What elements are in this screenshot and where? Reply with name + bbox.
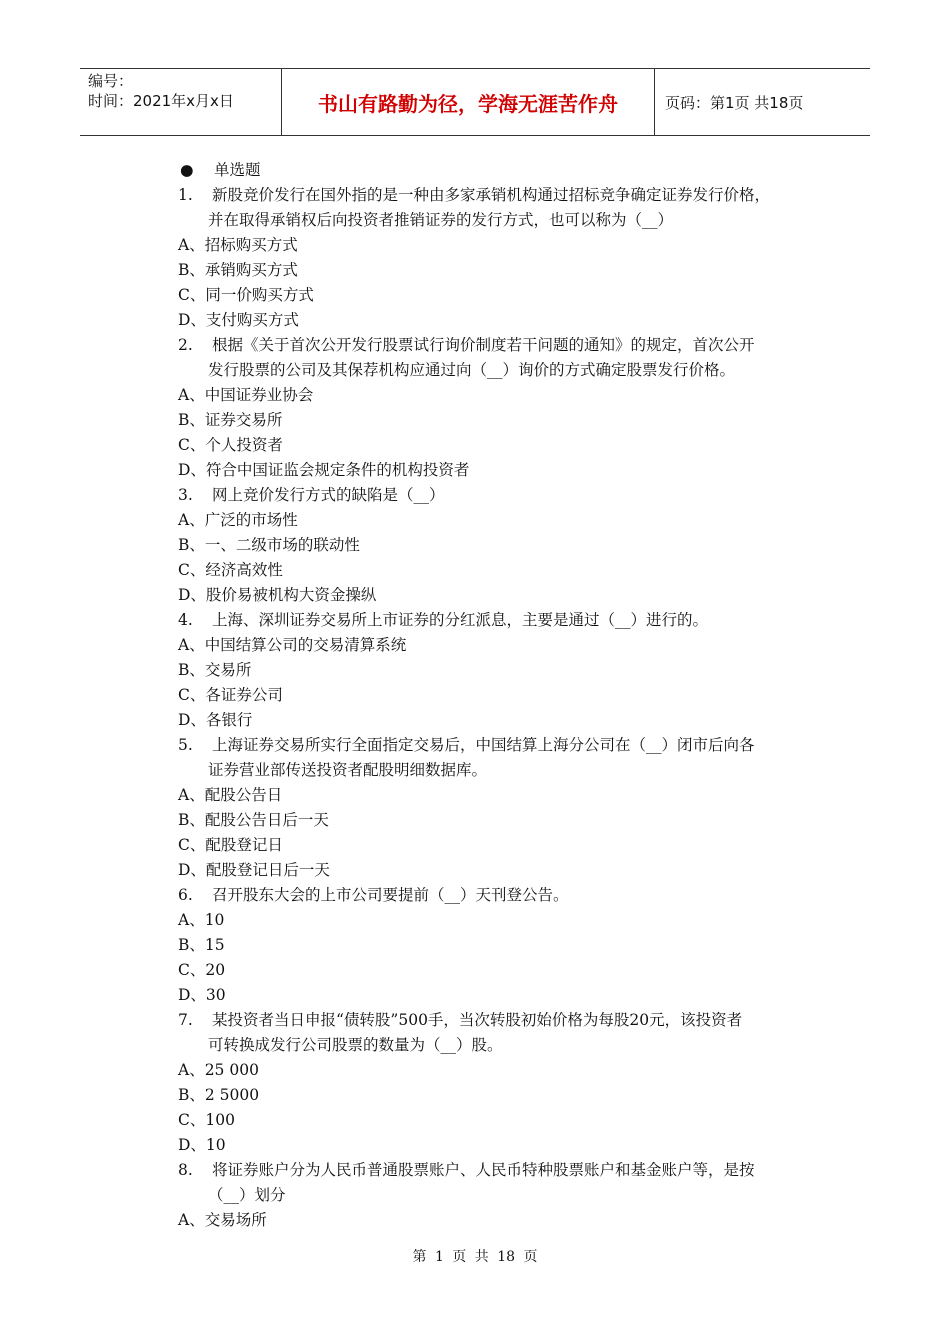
question-text: 网上竞价发行方式的缺陷是（__）	[212, 486, 445, 504]
answer-option: A、中国证券业协会	[178, 386, 314, 404]
answer-option: B、一、二级市场的联动性	[178, 536, 360, 554]
page-header	[80, 68, 870, 136]
question-list	[178, 158, 828, 1233]
question-stem-continued	[178, 1033, 828, 1058]
answer-option: B、承销购买方式	[178, 261, 298, 279]
question-number: 3.	[178, 486, 193, 504]
question-stem-continued	[178, 758, 828, 783]
question-number: 8.	[178, 1161, 193, 1179]
header-meta	[80, 69, 282, 135]
answer-option: A、10	[178, 911, 225, 929]
question-number: 1.	[178, 186, 193, 204]
question-number: 6.	[178, 886, 193, 904]
question-number: 4.	[178, 611, 193, 629]
answer-option: A、配股公告日	[178, 786, 283, 804]
question-stem-continued	[178, 1183, 828, 1208]
question-stem	[178, 608, 828, 633]
answer-option: A、25 000	[178, 1061, 259, 1079]
page-footer: 第 1 页 共 18 页	[412, 1249, 538, 1265]
answer-option: B、15	[178, 936, 225, 954]
question-number: 5.	[178, 736, 193, 754]
question-text: 将证券账户分为人民币普通股票账户、人民币特种股票账户和基金账户等，是按	[212, 1161, 755, 1179]
answer-option: A、广泛的市场性	[178, 511, 298, 529]
question-item	[178, 733, 828, 883]
answer-option: B、证券交易所	[178, 411, 283, 429]
serial-label: 编号：	[88, 72, 134, 90]
question-number: 7.	[178, 1011, 193, 1029]
question-item	[178, 483, 828, 608]
question-stem-continued	[178, 208, 828, 233]
question-text: 可转换成发行公司股票的数量为（__）股。	[208, 1036, 503, 1054]
time-label: 时间：2021年x月x日	[88, 92, 234, 110]
question-text: 上海证券交易所实行全面指定交易后，中国结算上海分公司在（__）闭市后向各	[212, 736, 755, 754]
answer-option: D、30	[178, 986, 226, 1004]
question-stem	[178, 483, 828, 508]
question-item	[178, 183, 828, 333]
question-text: 上海、深圳证券交易所上市证券的分红派息，主要是通过（__）进行的。	[212, 611, 709, 629]
answer-option: B、2 5000	[178, 1086, 260, 1104]
question-text: 并在取得承销权后向投资者推销证券的发行方式，也可以称为（__）	[208, 211, 674, 229]
answer-option: C、同一价购买方式	[178, 286, 314, 304]
question-stem	[178, 1158, 828, 1183]
answer-option: C、配股登记日	[178, 836, 283, 854]
question-text: 根据《关于首次公开发行股票试行询价制度若干问题的通知》的规定，首次公开	[212, 336, 755, 354]
question-item	[178, 883, 828, 1008]
question-stem	[178, 733, 828, 758]
question-stem	[178, 1008, 828, 1033]
question-item	[178, 333, 828, 483]
question-text: 新股竞价发行在国外指的是一种由多家承销机构通过招标竞争确定证券发行价格，	[212, 186, 771, 204]
answer-option: A、交易场所	[178, 1211, 267, 1229]
answer-option: C、经济高效性	[178, 561, 283, 579]
question-item	[178, 1008, 828, 1158]
question-stem	[178, 183, 828, 208]
section-title: 单选题	[214, 161, 261, 179]
question-text: 召开股东大会的上市公司要提前（__）天刊登公告。	[212, 886, 569, 904]
question-text: 某投资者当日申报“债转股”500手，当次转股初始价格为每股20元，该投资者	[212, 1011, 743, 1029]
bullet-icon: ●	[180, 161, 194, 179]
answer-option: C、20	[178, 961, 226, 979]
question-text: 证券营业部传送投资者配股明细数据库。	[208, 761, 488, 779]
answer-option: C、个人投资者	[178, 436, 283, 454]
question-text: 发行股票的公司及其保荐机构应通过向（__）询价的方式确定股票发行价格。	[208, 361, 736, 379]
header-page-info: 页码：第1页 共18页	[665, 93, 804, 112]
question-item	[178, 1158, 828, 1233]
answer-option: D、各银行	[178, 711, 253, 729]
section-heading	[178, 158, 828, 183]
question-text: （__）划分	[208, 1186, 286, 1204]
question-stem	[178, 333, 828, 358]
question-item	[178, 608, 828, 733]
answer-option: D、符合中国证监会规定条件的机构投资者	[178, 461, 470, 479]
answer-option: B、交易所	[178, 661, 252, 679]
question-number: 2.	[178, 336, 193, 354]
answer-option: D、股价易被机构大资金操纵	[178, 586, 377, 604]
answer-option: D、配股登记日后一天	[178, 861, 330, 879]
answer-option: D、支付购买方式	[178, 311, 299, 329]
answer-option: C、各证券公司	[178, 686, 283, 704]
answer-option: D、10	[178, 1136, 226, 1154]
question-stem-continued	[178, 358, 828, 383]
answer-option: B、配股公告日后一天	[178, 811, 329, 829]
answer-option: A、招标购买方式	[178, 236, 298, 254]
answer-option: A、中国结算公司的交易清算系统	[178, 636, 407, 654]
question-stem	[178, 883, 828, 908]
answer-option: C、100	[178, 1111, 235, 1129]
header-motto: 书山有路勤为径，学海无涯苦作舟	[282, 69, 655, 135]
